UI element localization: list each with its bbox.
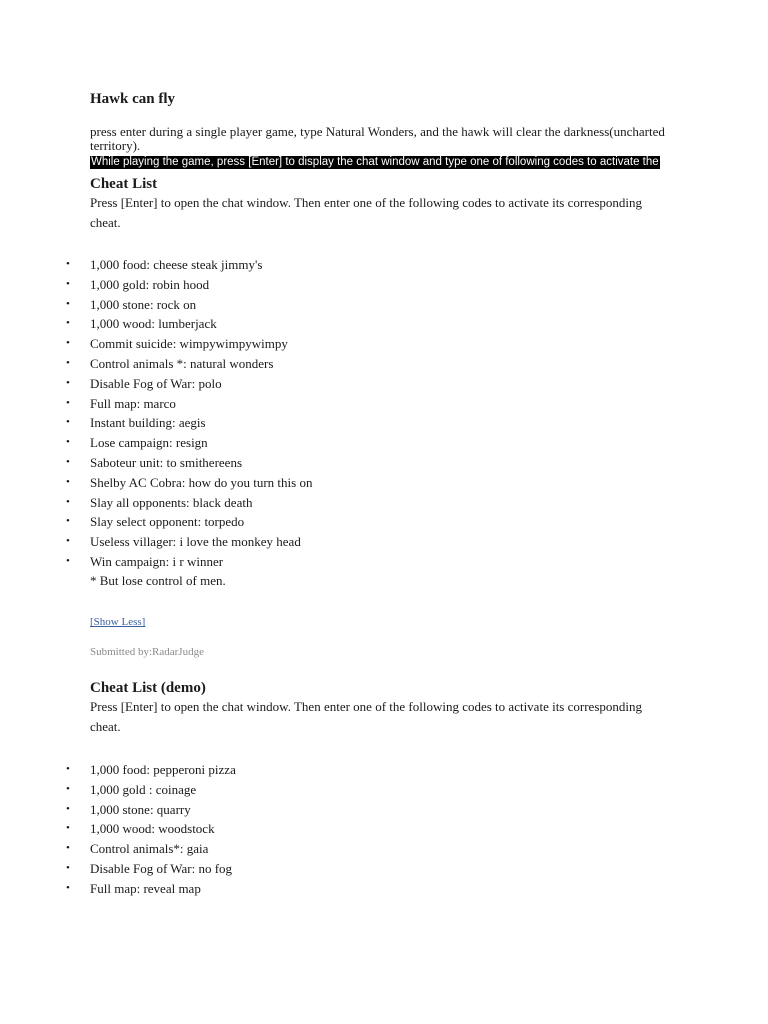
bullet-icon: • [66, 277, 70, 290]
list-item-text: 1,000 stone: quarry [90, 801, 191, 817]
bullet-icon: • [66, 802, 70, 815]
list-item-text: Disable Fog of War: no fog [90, 860, 233, 876]
list-item [0, 413, 312, 433]
list-item-text: Win campaign: i r winner [90, 553, 224, 569]
cheat-list-intro: Press [Enter] to open the chat window. Then enter one of the following codes to activate its corresponding cheat. [90, 195, 642, 230]
list-item [0, 493, 312, 513]
bullet-icon: • [66, 535, 70, 548]
list-item [0, 839, 236, 859]
list-item-text: Slay select opponent: torpedo [90, 514, 245, 530]
bullet-icon: • [66, 356, 70, 369]
bullet-icon: • [66, 317, 70, 330]
list-item [0, 819, 236, 839]
show-less-link[interactable]: [Show Less] [90, 616, 146, 628]
bullet-icon: • [66, 495, 70, 508]
list-item [0, 255, 312, 275]
bullet-icon: • [66, 782, 70, 795]
list-item [0, 354, 312, 374]
list-item-text: Control animals*: gaia [90, 841, 209, 857]
bullet-icon: • [66, 396, 70, 409]
cheat-list-demo-heading: Cheat List (demo) [90, 680, 206, 696]
list-item [0, 552, 312, 572]
list-item-text: 1,000 wood: lumberjack [90, 316, 217, 332]
bullet-icon: • [66, 436, 70, 449]
list-item [0, 334, 312, 354]
cheat-list-heading: Cheat List [90, 176, 158, 192]
bullet-icon: • [66, 763, 70, 775]
bullet-icon: • [66, 297, 70, 310]
bullet-icon: • [66, 842, 70, 855]
list-item [0, 453, 312, 473]
list-item [0, 394, 312, 414]
list-item-text: Slay all opponents: black death [90, 494, 253, 510]
list-item-text: 1,000 wood: woodstock [90, 821, 215, 837]
cheat-list-demo-intro: Press [Enter] to open the chat window. Then enter one of the following codes to activate its corresponding cheat. [90, 699, 642, 734]
bullet-icon: • [66, 258, 70, 270]
hawk-heading: Hawk can fly [90, 91, 176, 107]
list-item-text: Full map: reveal map [90, 880, 201, 896]
list-item-text: 1,000 stone: rock on [90, 296, 197, 312]
list-item [0, 780, 236, 800]
list-item [0, 859, 236, 879]
list-item-text: 1,000 food: pepperoni pizza [90, 762, 236, 777]
list-item-text: Control animals *: natural wonders [90, 355, 274, 371]
list-item [0, 433, 312, 453]
list-item-text: Instant building: aegis [90, 415, 206, 431]
cheat-list [0, 255, 312, 572]
list-item [0, 314, 312, 334]
list-item [0, 800, 236, 820]
bullet-icon: • [66, 416, 70, 429]
submitted-by: Submitted by:RadarJudge [90, 646, 204, 658]
list-item-text: Useless villager: i love the monkey head [90, 534, 301, 550]
list-item [0, 512, 312, 532]
cheat-list-demo [0, 760, 236, 899]
bullet-icon: • [66, 554, 70, 567]
list-item-text: Full map: marco [90, 395, 176, 411]
list-item [0, 879, 236, 899]
list-item-text: Disable Fog of War: polo [90, 375, 222, 391]
list-item [0, 275, 312, 295]
list-item-text: 1,000 food: cheese steak jimmy's [90, 257, 263, 272]
list-item [0, 473, 312, 493]
bullet-icon: • [66, 861, 70, 874]
cheat-list-footnote: * But lose control of men. [90, 573, 226, 588]
list-item [0, 532, 312, 552]
bullet-icon: • [66, 822, 70, 835]
list-item [0, 374, 312, 394]
bullet-icon: • [66, 881, 70, 894]
list-item-text: Commit suicide: wimpywimpywimpy [90, 336, 288, 352]
selected-text-line: While playing the game, press [Enter] to display the chat window and type one of following codes to activate the [91, 156, 659, 168]
list-item [0, 760, 236, 780]
list-item-text: 1,000 gold : coinage [90, 781, 197, 797]
list-item-text: Saboteur unit: to smithereens [90, 454, 243, 470]
list-item-text: 1,000 gold: robin hood [90, 276, 210, 292]
list-item-text: Shelby AC Cobra: how do you turn this on [90, 474, 313, 490]
bullet-icon: • [66, 376, 70, 389]
bullet-icon: • [66, 515, 70, 528]
list-item-text: Lose campaign: resign [90, 435, 208, 451]
bullet-icon: • [66, 475, 70, 488]
hawk-text: press enter during a single player game, type Natural Wonders, and the hawk will clear the darkness(uncharted territory). [90, 124, 665, 153]
bullet-icon: • [66, 455, 70, 468]
list-item [0, 295, 312, 315]
bullet-icon: • [66, 337, 70, 350]
